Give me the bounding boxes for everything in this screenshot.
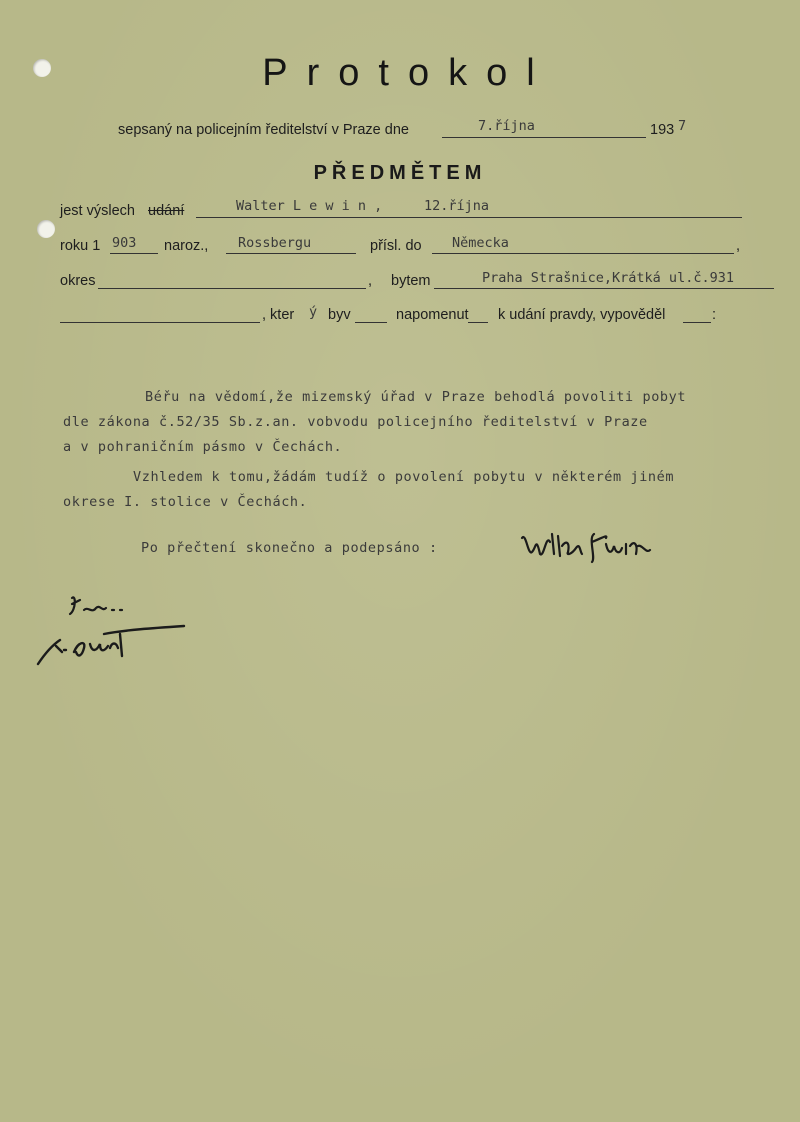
statement-line-3: a v pohraničním pásmo v Čechách. bbox=[63, 439, 343, 455]
truth-label: k udání pravdy, vypověděl bbox=[498, 307, 666, 323]
residence-address: Praha Strašnice,Krátká ul.č.931 bbox=[482, 270, 734, 286]
document-title: Protokol bbox=[262, 52, 554, 94]
written-at-label: sepsaný na policejním ředitelství v Praze dne bbox=[118, 122, 409, 138]
statement-line-1: Béřu na vědomí,že mizemský úřad v Praze behodlá povoliti pobyt bbox=[145, 389, 687, 405]
subject-heading: PŘEDMĚTEM bbox=[313, 162, 487, 184]
birth-year: 903 bbox=[112, 235, 137, 251]
line4-comma: , bbox=[368, 273, 373, 289]
citizenship-underline bbox=[432, 253, 734, 254]
officer-signature bbox=[34, 622, 186, 670]
birthplace-underline bbox=[226, 253, 356, 254]
birth-year-underline bbox=[110, 253, 158, 254]
closing-text: Po přečtení skonečno a podepsáno : bbox=[141, 540, 438, 556]
statement-line-2: dle zákona č.52/35 Sb.z.an. vobvodu policejního ředitelství v Praze bbox=[63, 414, 648, 430]
who-label: , kter bbox=[262, 307, 295, 323]
district-label: okres bbox=[60, 273, 96, 289]
hearing-label: jest výslech bbox=[60, 203, 135, 219]
struck-word: udání bbox=[148, 203, 185, 219]
date-underline bbox=[442, 137, 646, 138]
testified-underline bbox=[683, 322, 711, 323]
witness-signature bbox=[518, 528, 668, 564]
subject-name: Walter L e w i n , bbox=[236, 198, 383, 214]
punch-hole-bottom bbox=[37, 220, 55, 238]
statement-line-4: Vzhledem k tomu,žádám tudíž o povolení pobytu v některém jiném bbox=[133, 469, 675, 485]
officer-initial-signature bbox=[62, 592, 152, 622]
residence-underline bbox=[434, 288, 774, 289]
birth-year-label: roku 1 bbox=[60, 238, 101, 254]
blank-underline bbox=[60, 322, 260, 323]
record-year-digit: 7 bbox=[678, 118, 687, 134]
who-suffix: ý bbox=[309, 304, 318, 320]
district-underline bbox=[98, 288, 366, 289]
admonished-underline bbox=[468, 322, 488, 323]
record-date: 7.října bbox=[478, 118, 535, 134]
admonished-label: napomenut bbox=[396, 307, 469, 323]
residence-label: bytem bbox=[391, 273, 431, 289]
hearing-date: 12.října bbox=[424, 198, 490, 214]
statement-line-5: okrese I. stolice v Čechách. bbox=[63, 494, 308, 510]
subject-underline bbox=[196, 217, 742, 218]
line3-comma: , bbox=[736, 238, 741, 254]
was-underline bbox=[355, 322, 387, 323]
birthplace: Rossbergu bbox=[238, 235, 312, 251]
citizenship-label: přísl. do bbox=[370, 238, 422, 254]
was-label: byv bbox=[328, 307, 351, 323]
born-label: naroz., bbox=[164, 238, 209, 254]
line5-colon: : bbox=[712, 307, 717, 323]
record-year-prefix: 193 bbox=[650, 122, 675, 138]
citizenship: Německa bbox=[452, 235, 509, 251]
